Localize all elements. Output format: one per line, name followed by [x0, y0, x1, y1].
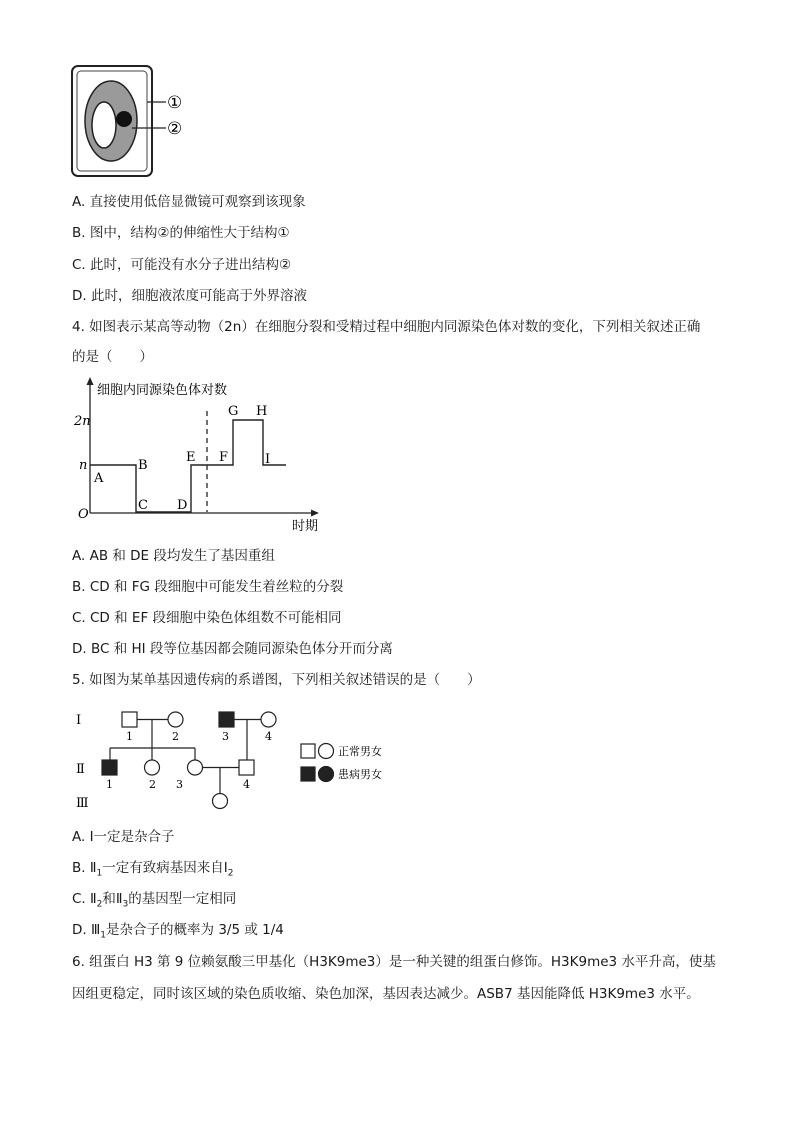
homologous-pairs-chart [70, 375, 330, 535]
q5-c-pre: C. Ⅱ [72, 891, 97, 907]
q5-option-d [72, 921, 284, 945]
q6-line2: 因组更稳定，同时该区域的染色质收缩、染色加深，基因表达减少。ASB7 基因能降低 H3K9me3 水平。 [72, 986, 700, 1002]
structure-label-2: ② [167, 119, 183, 139]
gen1-num-1: 1 [126, 730, 133, 743]
q5-c-sub1: 2 [96, 899, 103, 910]
q4-stem-line2: 的是（ ） [72, 349, 153, 365]
gen2-num-1: 1 [106, 778, 113, 791]
legend-affected-label: 患病男女 [338, 768, 382, 781]
q5-d-pre: D. Ⅲ [72, 922, 101, 938]
gen1-3-affected-male [219, 712, 234, 727]
chart-point-f: F [219, 450, 229, 465]
gen2-4-normal-male [239, 760, 254, 775]
q4-option-a: A. AB 和 DE 段均发生了基因重组 [72, 548, 275, 564]
structure-label-1: ① [167, 93, 183, 113]
chart-point-i: I [265, 452, 271, 467]
q6-line1: 6. 组蛋白 H3 第 9 位赖氨酸三甲基化（H3K9me3）是一种关键的组蛋白修饰。H3K9me3 水平升高，使基 [72, 954, 716, 970]
gen3-1-normal-female [213, 794, 228, 809]
cell-plasmolysis-figure [66, 62, 196, 180]
chart-tick-n: n [79, 458, 88, 473]
q5-option-a: A. Ⅰ一定是杂合子 [72, 829, 175, 845]
q3-option-d: D. 此时，细胞液浓度可能高于外界溶液 [72, 288, 307, 304]
legend-affected-male [301, 767, 315, 781]
chart-point-d: D [177, 498, 188, 513]
gen2-num-2: 2 [149, 778, 156, 791]
q5-b-sub2: 2 [227, 868, 234, 879]
legend-normal-male [301, 744, 315, 758]
nucleus [116, 111, 132, 127]
gen-label-1: Ⅰ [76, 713, 82, 728]
q4-option-b: B. CD 和 FG 段细胞中可能发生着丝粒的分裂 [72, 579, 344, 595]
chart-point-c: C [138, 498, 148, 513]
q5-b-sub1: 1 [96, 868, 103, 879]
chart-tick-2n: 2n [74, 414, 91, 429]
q5-b-mid: 一定有致病基因来自Ⅰ [102, 860, 228, 876]
gen1-num-3: 3 [222, 730, 229, 743]
gen1-num-4: 4 [265, 730, 272, 743]
chart-ylabel: 细胞内同源染色体对数 [97, 383, 228, 398]
q5-d-sub1: 1 [100, 930, 107, 941]
q4-stem-line1: 4. 如图表示某高等动物（2n）在细胞分裂和受精过程中细胞内同源染色体对数的变化，下列相关叙述正确 [72, 319, 701, 335]
gen1-1-normal-male [122, 712, 137, 727]
gen2-3-normal-female [188, 760, 203, 775]
chart-point-b: B [138, 458, 148, 473]
chart-point-g: G [228, 404, 239, 419]
chart-origin: O [78, 507, 89, 522]
q4-option-c: C. CD 和 EF 段细胞中染色体组数不可能相同 [72, 610, 342, 626]
q3-option-a: A. 直接使用低倍显微镜可观察到该现象 [72, 194, 306, 210]
q5-d-post: 是杂合子的概率为 3/5 或 1/4 [106, 922, 284, 938]
gen1-2-normal-female [168, 712, 183, 727]
gen2-num-3: 3 [176, 778, 183, 791]
gen1-num-2: 2 [172, 730, 179, 743]
q5-b-pre: B. Ⅱ [72, 860, 97, 876]
q3-option-b: B. 图中，结构②的伸缩性大于结构① [72, 225, 290, 241]
gen2-2-normal-female [145, 760, 160, 775]
gen2-1-affected-male [102, 760, 117, 775]
legend-normal-female [319, 744, 334, 759]
legend-normal-label: 正常男女 [338, 745, 382, 758]
q4-option-d: D. BC 和 HI 段等位基因都会随同源染色体分开而分离 [72, 641, 393, 657]
chart-point-e: E [186, 450, 196, 465]
q5-c-sub2: 3 [122, 899, 129, 910]
q5-option-c [72, 890, 236, 914]
chart-step-line [90, 420, 286, 512]
gen-label-3: Ⅲ [76, 796, 89, 811]
q5-option-b [72, 859, 233, 883]
chart-point-a: A [94, 471, 104, 486]
q3-option-c: C. 此时，可能没有水分子进出结构② [72, 257, 292, 273]
q5-stem: 5. 如图为某单基因遗传病的系谱图，下列相关叙述错误的是（ ） [72, 672, 481, 688]
pedigree-chart [72, 703, 402, 823]
chart-point-h: H [256, 404, 268, 419]
q5-c-mid: 和Ⅱ [102, 891, 123, 907]
chart-xlabel: 时期 [292, 519, 319, 534]
q5-c-post: 的基因型一定相同 [128, 891, 237, 907]
gen2-num-4: 4 [243, 778, 250, 791]
legend-affected-female [319, 767, 334, 782]
gen-label-2: Ⅱ [76, 762, 85, 777]
gen1-4-normal-female [261, 712, 276, 727]
vacuole [92, 102, 116, 148]
